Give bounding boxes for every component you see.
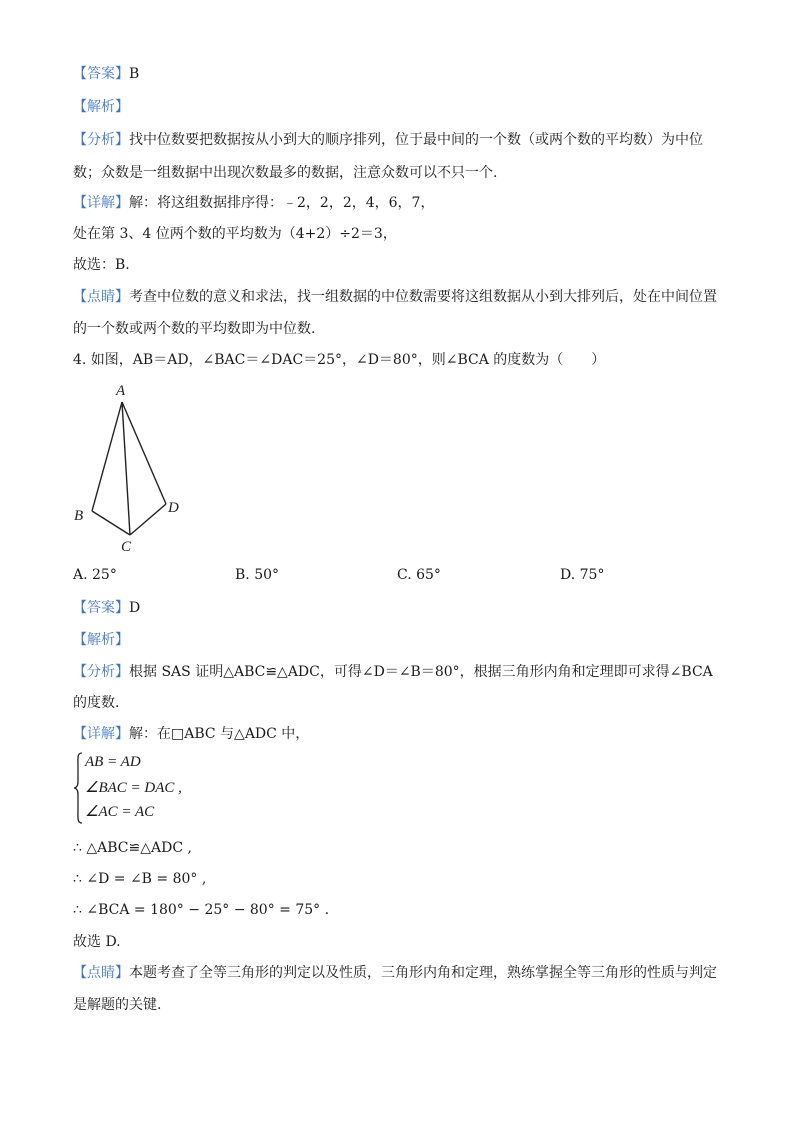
segment-ac bbox=[122, 402, 130, 535]
q3-xiangjie-line-2: 处在第 3、4 位两个数的平均数为（4+2）÷2＝3， bbox=[73, 226, 397, 242]
q4-xiangjie-line-1 bbox=[73, 724, 309, 744]
q4-stem: 4. 如图，AB＝AD，∠BAC＝∠DAC＝25°，∠D＝80°，则∠BCA 的度数为（ ） bbox=[73, 352, 606, 368]
q3-analysis-heading bbox=[73, 97, 129, 117]
option-a: A. 25° bbox=[73, 567, 117, 583]
q3-fenxi-line-2: 数；众数是一组数据中出现次数最多的数据，注意众数可以不只一个. bbox=[73, 165, 498, 181]
dianjing-tag: 【点睛】 bbox=[73, 289, 129, 305]
analysis-tag: 【解析】 bbox=[73, 99, 129, 115]
q3-xiangjie-line-1 bbox=[73, 193, 434, 213]
dianjing-text: 考查中位数的意义和求法，找一组数据的中位数需要将这组数据从小到大排列后，处在中间位置 bbox=[129, 289, 717, 305]
answer-value: D bbox=[129, 600, 141, 616]
option-d: D. 75° bbox=[560, 567, 605, 583]
q4-conclusion: 故选 D. bbox=[73, 934, 121, 950]
q4-dianjing-line-2: 是解题的关键. bbox=[73, 997, 162, 1013]
fenxi-tag: 【分析】 bbox=[73, 664, 129, 680]
option-c: C. 65° bbox=[397, 567, 441, 583]
xiangjie-text: 解：在□ABC 与△ADC 中， bbox=[129, 726, 310, 742]
q4-fenxi-line-2: 的度数. bbox=[73, 695, 120, 711]
label-c: C bbox=[121, 539, 132, 555]
segment-bc bbox=[92, 511, 130, 535]
xiangjie-tag: 【详解】 bbox=[73, 195, 129, 211]
system-row-3: ∠AC = AC bbox=[85, 804, 155, 820]
xiangjie-text: 解：将这组数据排序得：﹣2，2，2，4，6，7， bbox=[129, 195, 435, 211]
dianjing-tag: 【点睛】 bbox=[73, 965, 129, 981]
q3-xiangjie-line-3: 故选：B. bbox=[73, 257, 130, 273]
equation-system bbox=[73, 752, 213, 824]
q4-fenxi-line-1 bbox=[73, 662, 713, 682]
q3-dianjing-line-1 bbox=[73, 287, 717, 307]
system-row-1: AB = AD bbox=[85, 754, 141, 770]
segment-ad bbox=[122, 402, 166, 504]
fenxi-text: 找中位数要把数据按从小到大的顺序排列，位于最中间的一个数（或两个数的平均数）为中位 bbox=[129, 132, 703, 148]
answer-value: B bbox=[129, 66, 140, 82]
triangle-figure bbox=[70, 380, 200, 555]
analysis-tag: 【解析】 bbox=[73, 632, 129, 648]
q4-answer-line bbox=[73, 598, 140, 618]
q4-step-1: ∴ △ABC≌△ADC , bbox=[73, 840, 192, 856]
dianjing-text: 本题考查了全等三角形的判定以及性质，三角形内角和定理，熟练掌握全等三角形的性质与判定 bbox=[129, 965, 717, 981]
fenxi-tag: 【分析】 bbox=[73, 132, 129, 148]
xiangjie-tag: 【详解】 bbox=[73, 726, 129, 742]
label-a: A bbox=[116, 383, 126, 399]
answer-tag: 【答案】 bbox=[73, 66, 129, 82]
q4-step-2: ∴ ∠D = ∠B = 80° , bbox=[73, 871, 207, 887]
fenxi-text: 根据 SAS 证明△ABC≌△ADC，可得∠D＝∠B＝80°，根据三角形内角和定理即可求得∠BCA bbox=[129, 664, 713, 680]
q4-step-3: ∴ ∠BCA = 180° − 25° − 80° = 75° . bbox=[73, 902, 330, 918]
segment-cd bbox=[130, 504, 166, 535]
option-b: B. 50° bbox=[235, 567, 280, 583]
left-brace-icon bbox=[73, 752, 83, 824]
q4-analysis-heading bbox=[73, 630, 129, 650]
system-row-2: ∠BAC = DAC , bbox=[85, 780, 182, 796]
label-b: B bbox=[74, 508, 84, 524]
q4-dianjing-line-1 bbox=[73, 963, 717, 983]
q3-answer-line bbox=[73, 64, 139, 84]
q3-dianjing-line-2: 的一个数或两个数的平均数即为中位数. bbox=[73, 321, 316, 337]
q3-fenxi-line-1 bbox=[73, 130, 703, 150]
label-d: D bbox=[168, 500, 179, 516]
segment-ab bbox=[92, 402, 122, 511]
answer-tag: 【答案】 bbox=[73, 600, 129, 616]
